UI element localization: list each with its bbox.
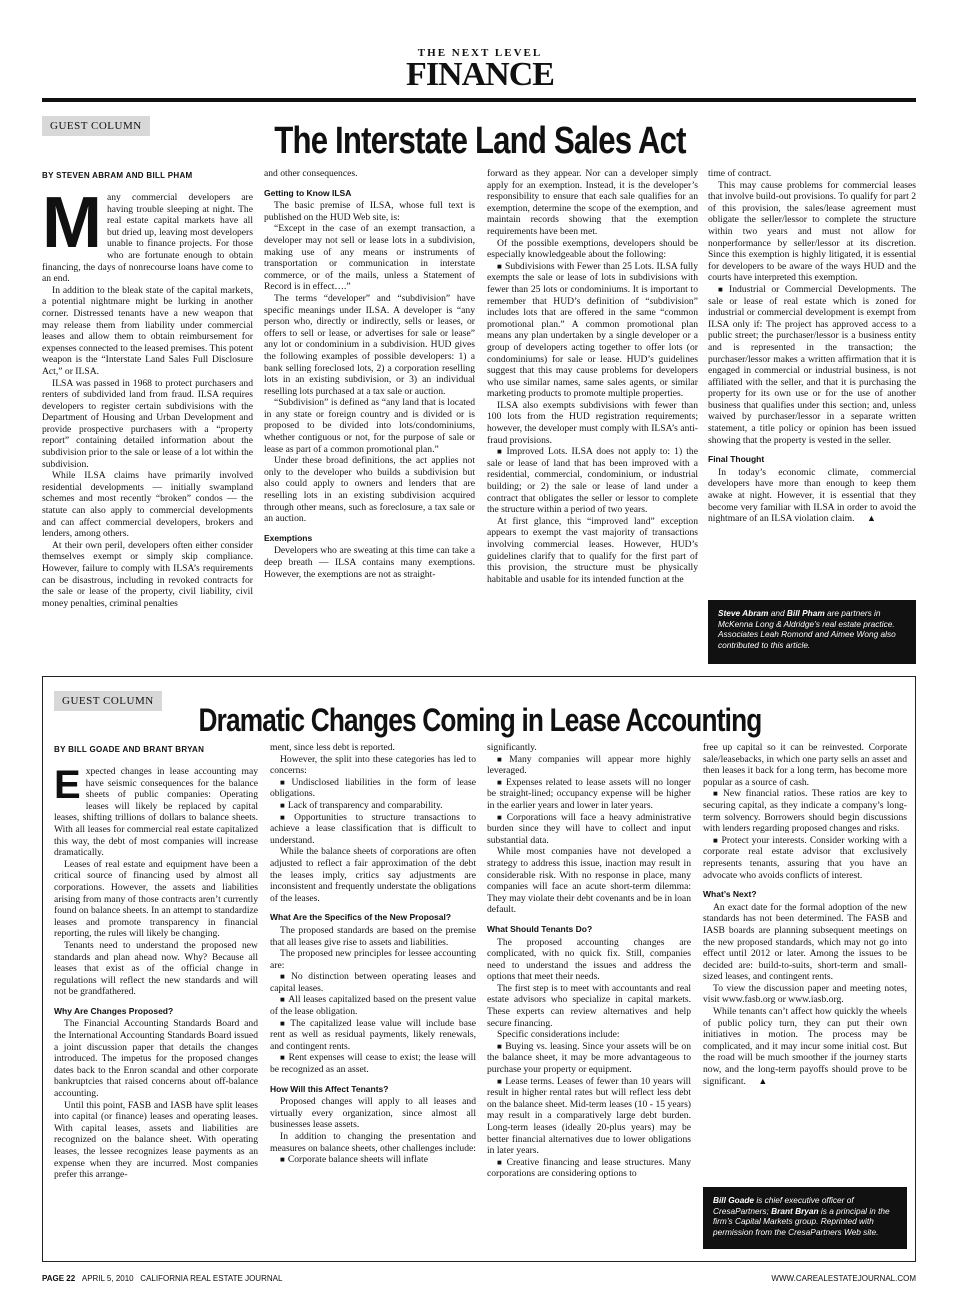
drop-cap: E <box>54 766 81 807</box>
article-column <box>487 168 698 666</box>
bullet-paragraph: ■ Subdivisions with Fewer than 25 Lots. ILSA fully exempts the sale or lease of lots in subdivisions with fewer than 25 lots or condominiums. It is important to remember that HUD’s definition of “subdivision” includes lots that are offered in the same “common promotional plan.” A common promotional plan means any plan undertaken by a single developer or a group of developers acting together to offer lots (or condominiums) for sale or lease. HUD’s guidelines suggest that this may cause problems for developers who use similar names, same sales agents, or similar marketing products to promote multiple properties. <box>487 261 698 400</box>
paragraph: Under these broad definitions, the act applies not only to the developer who builds a subdivision but also could apply to owners and lenders that are reselling lots in an existing subdivision acquired through other means, such as foreclosure, a tax sale or an auction. <box>264 455 475 525</box>
paragraph: Of the possible exemptions, developers should be especially knowledgeable about the following: <box>487 237 698 261</box>
article-headline: The Interstate Land Sales Act <box>274 120 686 162</box>
page-footer <box>42 1274 282 1283</box>
issue-date: APRIL 5, 2010 <box>81 1274 134 1283</box>
paragraph: time of contract. <box>708 168 772 179</box>
bullet-paragraph: ■ Rent expenses will cease to exist; the lease will be recognized as an asset. <box>270 1052 476 1075</box>
masthead-title: FINANCE <box>406 56 554 93</box>
article-headline: Dramatic Changes Coming in Lease Accounting <box>198 702 762 738</box>
paragraph: At their own peril, developers often either consider themselves exempt or simply skip compliance. However, failure to comply with ILSA’s requirements can be disastrous, including in revoked contracts for the sale or lease of the property, civil liability, civil money penalties, criminal penalties <box>42 539 253 609</box>
bullet-paragraph: ■ Lack of transparency and comparability. <box>270 800 476 812</box>
paragraph: The proposed accounting changes are complicated, with no quick fix. Still, companies need to understand the issues and address the options that meet their needs. <box>487 936 691 983</box>
article-byline: BY BILL GOADE AND BRANT BRYAN <box>54 745 205 754</box>
paragraph: “Subdivision” is defined as “any land that is located in any state or foreign country and is divided or is proposed to be divided into lots/condominiums, whether contiguous or not, for the purpose of sale or lease as part of a common promotional plan.” <box>264 397 475 455</box>
paragraph: and other consequences. <box>264 168 358 179</box>
paragraph: Tenants need to understand the proposed new standards and plan ahead now. Why? Because all leases that exist as of the official change in regulations will reflect the new standards and will not be grandfathered. <box>54 939 258 998</box>
paragraph: Proposed changes will apply to all leases and virtually every organization, since almost all businesses lease assets. <box>270 1096 476 1131</box>
author-bio-box <box>703 1187 907 1249</box>
bullet-paragraph: ■ All leases capitalized based on the present value of the lease obligation. <box>270 994 476 1017</box>
guest-column-tag: GUEST COLUMN <box>54 691 162 711</box>
bullet-paragraph: ■ No distinction between operating leases and capital leases. <box>270 971 476 994</box>
article-byline: BY STEVEN ABRAM AND BILL PHAM <box>42 171 193 180</box>
author-name: Bill Goade <box>713 1195 755 1205</box>
paragraph: While ILSA claims have primarily involved residential developments — initially swampland schemes and most recently “broken” condos — the statute can also apply to commercial developments and can affect commercial developers, brokers and lenders, among others. <box>42 470 253 540</box>
section-heading: How Will this Affect Tenants? <box>270 1083 389 1094</box>
paragraph <box>708 467 916 525</box>
article-column <box>270 742 476 1256</box>
bullet-paragraph: ■ Many companies will appear more highly leveraged. <box>487 754 691 777</box>
bullet-paragraph: ■ Industrial or Commercial Developments. The sale or lease of real estate which is zoned for industrial or commercial development is exempt from ILSA only if: The project has approved access to a public street; the purchaser/lessor is a business entity and is represented in the transaction; the purchaser/lessor makes a written affirmation that it is engaged in commercial or industrial business, is not affiliated with the seller, and that it is purchasing the property for its own use or for the use of another business that qualifies under this section; and, unless waived by purchaser/lessor in a separate written statement, a title policy or opinion has been issued showing that the property is vested in the seller. <box>708 284 916 446</box>
bullet-paragraph: ■ Buying vs. leasing. Since your assets will be on the balance sheet, it may be more advantageous to purchase your property or equipment. <box>487 1041 691 1076</box>
page-number: PAGE 22 <box>42 1274 76 1283</box>
paragraph: Developers who are sweating at this time can take a deep breath — ILSA contains many exemptions. However, the exemptions are not as straight- <box>264 545 475 580</box>
bullet-paragraph: ■ Creative financing and lease structures. Many corporations are considering options to <box>487 1157 691 1180</box>
article-column <box>42 192 253 666</box>
paragraph: The basic premise of ILSA, whose full text is published on the HUD Web site, is: <box>264 200 475 223</box>
paragraph: ILSA also exempts subdivisions with fewer than 100 lots from the HUD registration requirements; however, the developer must comply with ILSA’s anti-fraud provisions. <box>487 399 698 446</box>
bullet-paragraph: ■ Lease terms. Leases of fewer than 10 years will result in higher rental rates but will reflect less debt on the balance sheet. Mid-term leases (10 - 15 years) may result in a comparatively large debt burden. Long-term leases (ideally 20-plus years) may be better financial alternatives due to lower obligations in later years. <box>487 1076 691 1157</box>
author-name: Steve Abram <box>718 608 769 618</box>
bullet-paragraph: ■ Corporations will face a heavy administrative burden since they will have to collect and input substantial data. <box>487 812 691 847</box>
paragraph: forward as they appear. Nor can a developer simply apply for an exemption. Instead, it is the developer’s responsibility to ensure that each sale qualifies for an exemption, determine the scope of the exemption, and maintain records showing that the exemption requirements have been met. <box>487 168 698 237</box>
section-heading: What’s Next? <box>703 889 757 900</box>
bullet-paragraph: ■ The capitalized lease value will include base rent as well as residual payments, likely renewals, and contingent rents. <box>270 1018 476 1053</box>
article-column <box>703 742 907 1180</box>
bullet-paragraph: ■ New financial ratios. These ratios are key to securing capital, as they indicate a company’s long-term solvency. Borrowers should begin discussions with lenders regarding proposed changes and risks. <box>703 788 907 834</box>
paragraph: While most companies have not developed a strategy to address this issue, inaction may result in considerable risk. With no response in place, many companies will face an acute short-term dilemma: They may violate their debt covenants and be in loan default. <box>487 846 691 916</box>
article-column <box>264 168 475 666</box>
paragraph: In addition to the bleak state of the capital markets, a potential nightmare might be lurking in another corner. Distressed tenants have a new weapon that may release them from liability under commercial leases and allow them to obtain reimbursement for expenses connected to the leased premises. This potent weapon is the “Interstate Land Sales Full Disclosure Act,” or ILSA. <box>42 284 253 377</box>
paragraph: In addition to changing the presentation and measures on balance sheets, other challenges include: <box>270 1131 476 1154</box>
paragraph: The proposed standards are based on the premise that all leases give rise to assets and liabilities. <box>270 924 476 948</box>
bullet-paragraph: ■ Protect your interests. Consider working with a corporate real estate advisor that exclusively represents tenants, assuring that you have an advocate who avoids conflicts of interest. <box>703 835 907 881</box>
bullet-paragraph: ■ Corporate balance sheets will inflate <box>270 1154 476 1166</box>
paragraph: xpected changes in lease accounting may have seismic consequences for the balance sheets of public companies: Operating leases will likely be replaced by capital leases, shifting trillions of dollars to balance sheets. With all leases for commercial real estate capitalized this way, the debt of most companies will increase dramatically. <box>54 766 258 859</box>
section-heading: Exemptions <box>264 532 313 543</box>
paragraph: significantly. <box>487 742 537 753</box>
bio-text: is chief executive officer of CresaPartners; <box>713 1195 854 1216</box>
guest-column-tag: GUEST COLUMN <box>42 116 150 136</box>
paragraph-text: In today’s economic climate, commercial developers have more than enough to keep them awake at night. However, it is essential that they become very familiar with ILSA in order to avoid the nightmare of an ILSA violation claim. <box>708 466 916 525</box>
author-name: Bill Pham <box>786 608 825 618</box>
paragraph: ILSA was passed in 1968 to protect purchasers and renters of subdivided land from fraud. ILSA requires developers to register certain subdivisions with the Department of Housing and Urban Development and provide prospective purchasers with a “property report” containing detailed information about the subdivision prior to the sale or lease of a lot within the subdivision. <box>42 377 253 470</box>
paragraph: The terms “developer” and “subdivision” have specific meanings under ILSA. A developer is “any person who, directly or indirectly, sells or leases, or offers to sell or lease, or advertises for sale or lease” any lot or condominium in a subdivision. HUD gives the following examples of possible developers: 1) a bank selling foreclosed lots, 2) a corporation reselling lots in an existing subdivision, or 3) an individual reselling lots purchased at a tax sale or auction. <box>264 292 475 397</box>
paragraph: The first step is to meet with accountants and real estate advisors who specialize in capital markets. These experts can review alternatives and help secure financing. <box>487 982 691 1029</box>
publication-name: CALIFORNIA REAL ESTATE JOURNAL <box>140 1274 283 1283</box>
article-column <box>54 766 258 1256</box>
bullet-paragraph: ■ Undisclosed liabilities in the form of lease obligations. <box>270 777 476 800</box>
bullet-paragraph: ■ Opportunities to structure transactions to achieve a lease classification that is difficult to understand. <box>270 812 476 847</box>
paragraph: The proposed new principles for lessee accounting are: <box>270 948 476 971</box>
bio-text: is a principal in the firm’s Capital Markets group. Reprinted with permission from the CresaPartners Web site. <box>713 1205 890 1237</box>
paragraph-text: While tenants can’t affect how quickly the wheels of public policy turn, they can put their own initiatives in motion. The process may be complicated, and it may incur some initial cost. But the road will be much smoother if the journey starts now, and the long-term payoffs should prove to be significant. <box>703 1006 907 1087</box>
masthead-rule <box>42 98 916 102</box>
author-name: Brant Bryan <box>771 1205 819 1216</box>
paragraph: At first glance, this “improved land” exception appears to exempt the vast majority of transactions involving commercial leases. However, HUD’s guidelines clarify that to qualify for the first part of this provision, the structure must be physically habitable and usable for its intended function at the <box>487 515 698 585</box>
paragraph: ment, since less debt is reported. <box>270 742 395 753</box>
paragraph: However, the split into these categories has led to concerns: <box>270 753 476 777</box>
section-heading: What Are the Specifics of the New Proposal? <box>270 912 452 923</box>
section-heading: Getting to Know ILSA <box>264 187 352 198</box>
paragraph: While the balance sheets of corporations are often adjusted to reflect a fair approximation of the debt the leases imply, critics say adjustments are inconsistent and frequently understate the obligations of the leases. <box>270 846 476 904</box>
paragraph: “Except in the case of an exempt transaction, a developer may not sell or lease lots in a subdivision, making use of any means or instruments of transportation or communication in interstate commerce, or of the mails, unless a Statement of Record is in effect….” <box>264 223 475 293</box>
author-bio-box <box>708 600 916 664</box>
footer-url: WWW.CAREALESTATEJOURNAL.COM <box>771 1274 916 1283</box>
paragraph: This may cause problems for commercial leases that involve build-out provisions. To qualify for part 2 of this provision, the sales/lease agreement must obligate the seller/lessor to complete the structure within two years and must not allow for nonperformance by seller/lessor at its discretion. Since this exemption is highly litigated, it is essential for developers to be aware of the ways HUD and the courts have interpreted this exemption. <box>708 179 916 284</box>
paragraph: Until this point, FASB and IASB have split leases into capital (or finance) leases and operating leases. With capital leases, assets and liabilities are recognized on the balance sheet. With operating leases, the lessee recognizes lease payments as an expense when they are incurred. Most companies prefer this arrange- <box>54 1099 258 1181</box>
paragraph <box>703 1006 907 1087</box>
section-heading: Final Thought <box>708 454 765 465</box>
drop-cap: M <box>42 192 102 263</box>
end-mark-icon: ▲ <box>758 1075 768 1086</box>
paragraph: An exact date for the formal adoption of the new standards has not been determined. The FASB and IASB boards are planning subsequent meetings on the new proposed standards, which may not go into effect until 2012 or later. Among the issues to be decided are: build-to-suits, short-term and small-sized leases, and contingent rents. <box>703 901 907 983</box>
bullet-paragraph: ■ Expenses related to lease assets will no longer be straight-lined; occupancy expense will be higher in the earlier years and lower in later years. <box>487 777 691 812</box>
end-mark-icon: ▲ <box>866 513 876 524</box>
paragraph: To view the discussion paper and meeting notes, visit www.fasb.org or www.iasb.org. <box>703 982 907 1006</box>
paragraph: free up capital so it can be reinvested. Corporate sale/leasebacks, in which one party sells an asset and then leases it back for a long term, has become more popular as a source of cash. <box>703 742 907 788</box>
masthead-line1: THE NEXT LEVEL <box>417 47 543 59</box>
section-heading: Why Are Changes Proposed? <box>54 1005 174 1016</box>
paragraph: Specific considerations include: <box>497 1029 620 1041</box>
paragraph: any commercial developers are having trouble sleeping at night. The real estate capital markets have all but dried up, leaving most developers unable to finance projects. For those who are fortunate enough to obtain financing, the days of nonrecourse loans have come to an end. <box>42 192 253 285</box>
bio-text: are partners in McKenna Long & Aldridge’s real estate practice. Associates Leah Romond and Aimee Wong also contributed to this article. <box>718 608 896 650</box>
section-heading: What Should Tenants Do? <box>487 923 593 934</box>
article-column <box>708 168 916 588</box>
bullet-paragraph: ■ Improved Lots. ILSA does not apply to: 1) the sale or lease of land that has been improved with a residential, commercial, condominium, or industrial building; or 2) the sale or lease of land under a contract that obligates the seller or lessor to complete the structure within a period of two years. <box>487 446 698 516</box>
paragraph: The Financial Accounting Standards Board and the International Accounting Standards Board issued a joint discussion paper that details the changes introduced. The impetus for the proposed changes dates back to the Enron scandal and other corporate bankruptcies that raised concerns about off-balance accounting. <box>54 1018 258 1100</box>
bio-text: and <box>768 608 787 618</box>
paragraph: Leases of real estate and equipment have been a critical source of financing used by almost all corporations. However, the assets and liabilities arising from many of those contracts aren’t currently found on balance sheets. In an attempt to standardize leases and promote transparency in financial reporting, the rules will likely be changing. <box>54 858 258 940</box>
article-column <box>487 742 691 1256</box>
